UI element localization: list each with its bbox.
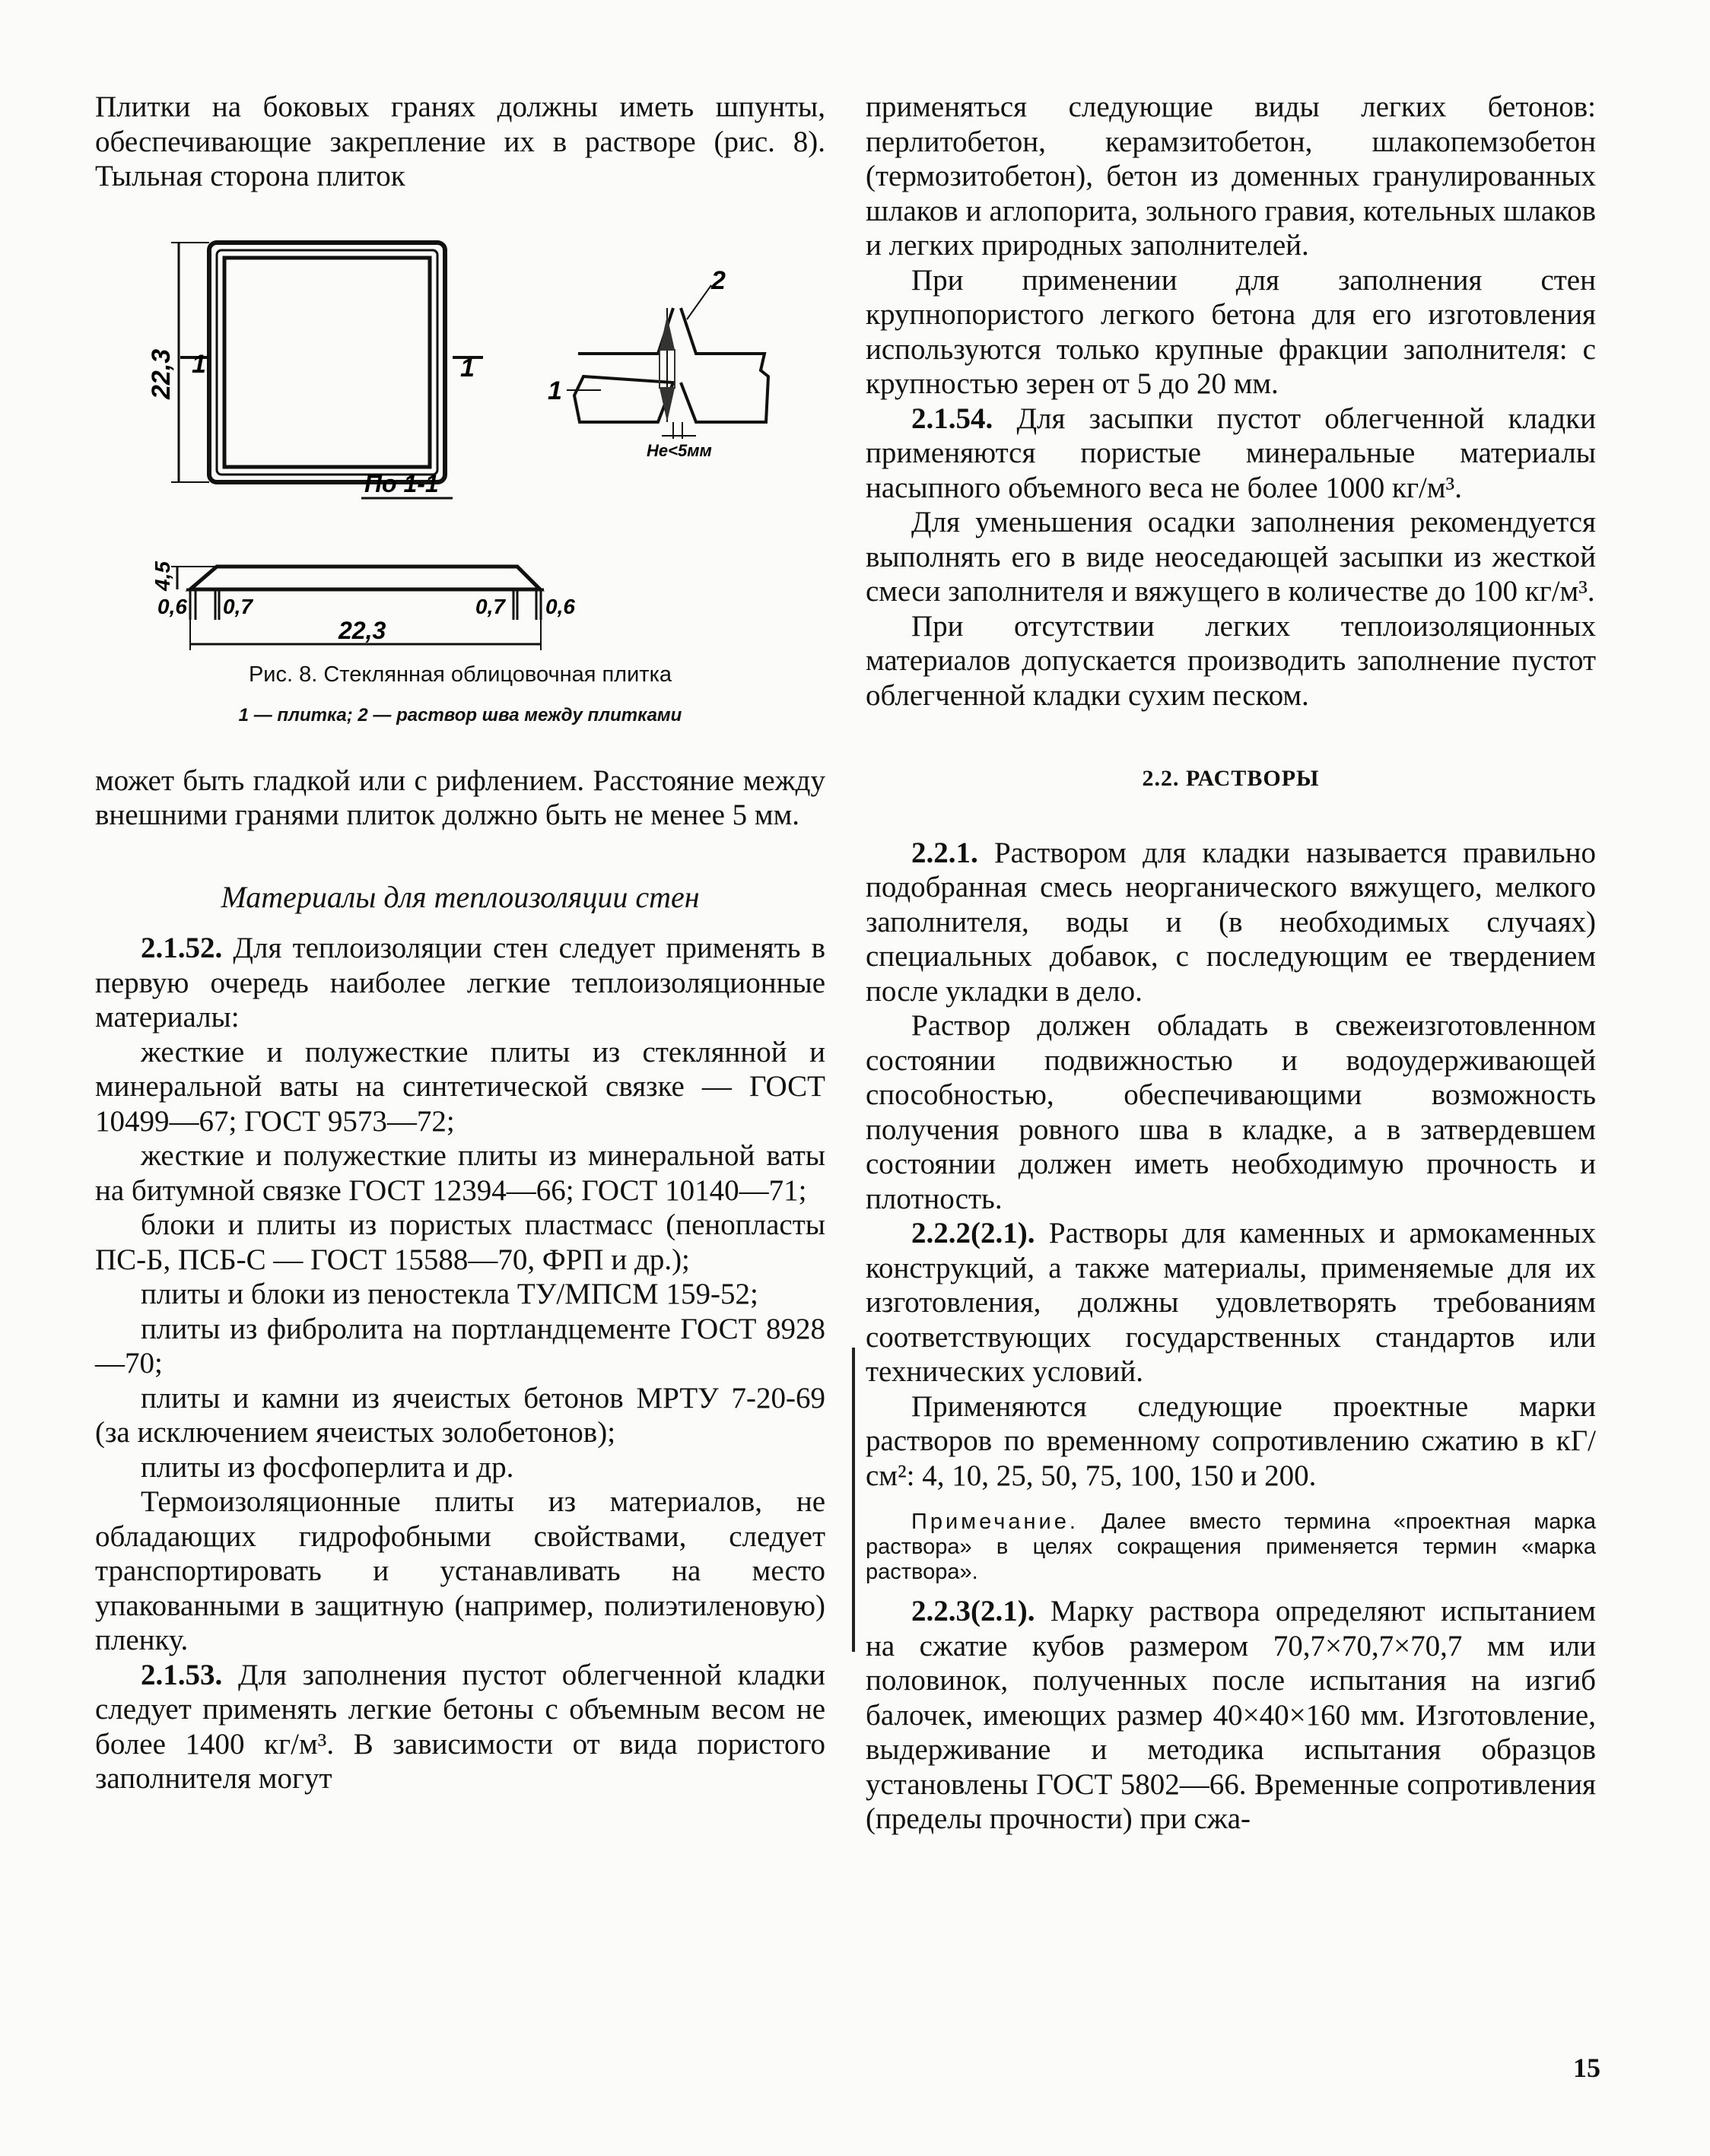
clause-text: Для заполнения пустот облегченной кладки следует применять легкие бетоны с объемным весом не более 1400 кг/м³. В зависимости от вида пористого заполнителя могут [95, 1658, 825, 1795]
paragraph-coarse-concrete: При применении для заполнения стен крупнопористого легкого бетона для его изготовления используются только крупные фракции заполнителя: с крупностью зерен от 5 до 20 мм. [866, 263, 1596, 400]
fig-dim-22-3-horizontal: 22,3 [339, 616, 386, 644]
list-item: плиты и камни из ячеистых бетонов МРТУ 7-20-69 (за исключением ячеистых золобетонов); [95, 1381, 825, 1449]
fig-label-1c: 1 [548, 376, 562, 405]
clause-text: Для теплоизоляции стен следует применять в первую очередь наиболее легкие теплоизоляционные материалы: [95, 932, 825, 1034]
figure-legend: 1 — плитка; 2 — раствор шва между плитками [238, 705, 682, 726]
list-item: блоки и плиты из пористых пластмасс (пенопласты ПС-Б, ПСБ-С — ГОСТ 15588—70, ФРП и др.); [95, 1208, 825, 1276]
figure-caption: Рис. 8. Стеклянная облицовочная плитка [248, 662, 672, 687]
list-item: плиты из фосфоперлита и др. [141, 1450, 514, 1484]
fig-dim-0-7-left: 0,7 [223, 594, 253, 618]
fig-section-title: По 1-1 [364, 469, 439, 497]
list-item: жесткие и полужесткие плиты из минеральной ваты на битумной связке ГОСТ 12394—66; ГОСТ 10140—71; [95, 1139, 825, 1207]
paragraph-settlement: Для уменьшения осадки заполнения рекомендуется выполнять его в виде неоседающей засыпки из жесткой смеси заполнителя и вяжущего в количестве до 100 кг/м³. [866, 506, 1596, 608]
left-column [95, 90, 825, 1796]
tile-drawing [95, 194, 825, 650]
clause-number: 2.1.52. [141, 932, 223, 964]
fig-label-1a: 1 [192, 349, 206, 379]
figure-8 [95, 194, 825, 650]
paragraph-continuation: применяться следующие виды легких бетонов: перлитобетон, керамзитобетон, шлакопемзобетон (термозитобетон), бетон из доменных гранулированных шлаков и аглопорита, зольного гравия, котельных шлаков и легких природных заполнителей. [866, 90, 1596, 262]
paragraph-2-2-3 [866, 1594, 1596, 1837]
paragraph-intro: Плитки на боковых гранях должны иметь шпунты, обеспечивающие закрепление их в растворе (рис. 8). Тыльная сторона плиток [95, 90, 825, 192]
fig-dim-0-6-left: 0,6 [157, 594, 187, 618]
fig-gap-note: Не<5мм [647, 440, 712, 460]
fig-dim-0-6-right: 0,6 [545, 594, 575, 618]
heading-mortars: 2.2. РАСТВОРЫ [1142, 766, 1320, 791]
paragraph-2-2-2 [866, 1216, 1596, 1389]
clause-number: 2.2.3(2.1). [911, 1595, 1035, 1627]
paragraph-2-2-1 [866, 836, 1596, 1009]
note [866, 1510, 1596, 1585]
paragraph-after-figure: может быть гладкой или с рифлением. Расстояние между внешними гранями плиток должно быть не менее 5 мм. [95, 764, 825, 831]
paragraph-2-1-52 [95, 931, 825, 1035]
paragraph-mortar-grades: Применяются следующие проектные марки растворов по временному сопротивлению сжатию в кГ/см²: 4, 10, 25, 50, 75, 100, 150 и 200. [866, 1389, 1596, 1492]
clause-number: 2.2.2(2.1). [911, 1217, 1035, 1249]
list-item: жесткие и полужесткие плиты из стеклянной и минеральной ваты на синтетической связке — ГОСТ 10499—67; ГОСТ 9573—72; [95, 1035, 825, 1138]
fig-label-1b: 1 [460, 353, 475, 383]
paragraph-mortar-mobility: Раствор должен обладать в свежеизготовленном состоянии подвижностью и водоудерживающей способностью, обеспечивающими возможность получения ровного шва в кладке, а в затвердевшем состоянии должен иметь необходимую прочность и плотность. [866, 1009, 1596, 1215]
clause-number: 2.2.1. [911, 836, 978, 869]
right-column [866, 90, 1596, 1837]
clause-text: Марку раствора определяют испытанием на сжатие кубов размером 70,7×70,7×70,7 мм или половинок, полученных после испытания на изгиб балочек, имеющих размер 40×40×160 мм. Изготовление, выдерживание и методика испытания образцов установлены ГОСТ 5802—66. Временные сопротивления (пределы прочности) при сжа- [866, 1595, 1596, 1835]
fig-dim-0-7-right: 0,7 [475, 594, 505, 618]
note-label: Примечание. [911, 1510, 1079, 1534]
clause-number: 2.1.54. [911, 402, 993, 435]
note-text: Далее вместо термина «проектная марка раствора» в целях сокращения применяется термин «марка раствора». [866, 1510, 1596, 1584]
paragraph-2-1-54 [866, 402, 1596, 506]
clause-number: 2.1.53. [141, 1658, 223, 1691]
list-item: плиты и блоки из пеностекла ТУ/МПСМ 159-52; [141, 1278, 758, 1310]
clause-text: Раствором для кладки называется правильно подобранная смесь неорганического вяжущего, мелкого заполнителя, воды и (в необходимых случаях) специальных добавок, с последующим ее твердением после укладки в дело. [866, 836, 1596, 1008]
paragraph-2-1-53 [95, 1658, 825, 1796]
fig-dim-4-5: 4,5 [151, 560, 174, 591]
list-item: плиты из фибролита на портландцементе ГОСТ 8928—70; [95, 1312, 825, 1380]
paragraph-dry-sand: При отсутствии легких теплоизоляционных материалов допускается производить заполнение пустот облегченной кладки сухим песком. [866, 609, 1596, 712]
fig-dim-22-3-vertical: 22,3 [147, 348, 176, 399]
clause-text: Для засыпки пустот облегченной кладки применяются пористые минеральные материалы насыпного объемного веса не более 1000 кг/м³. [866, 402, 1596, 504]
page-number: 15 [1573, 2053, 1600, 2083]
fig-label-2: 2 [711, 265, 726, 295]
heading-insulation-materials: Материалы для теплоизоляции стен [221, 879, 700, 914]
clause-text: Растворы для каменных и армокаменных конструкций, а также материалы, применяемые для их изготовления, должны удовлетворять требованиям соответствующих государственных стандартов или технических условий. [866, 1217, 1596, 1388]
paragraph-thermo-plates: Термоизоляционные плиты из материалов, не обладающих гидрофобными свойствами, следует транспортировать и устанавливать на место упакованными в защитную (например, полиэтиленовую) пленку. [95, 1485, 825, 1656]
revision-bar [852, 1348, 855, 1652]
